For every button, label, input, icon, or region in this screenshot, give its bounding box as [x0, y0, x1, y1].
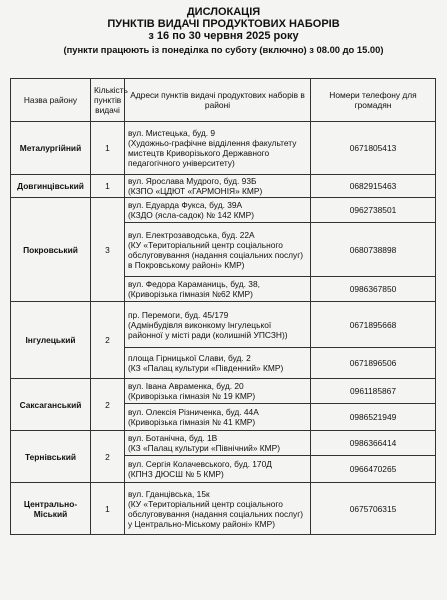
point-address: площа Гірницької Слави, буд. 2 (КЗ «Палац культури «Південний» КМР) [125, 348, 311, 379]
phone-number: 0986521949 [311, 404, 436, 431]
district-name: Центрально-Міський [11, 483, 91, 535]
district-name: Тернівський [11, 431, 91, 483]
point-address: вул. Ботанічна, буд. 1В (КЗ «Палац культури «Північний» КМР) [125, 431, 311, 456]
point-address: вул. Ярослава Мудрого, буд. 93Б (КЗПО «ЦДЮТ «ГАРМОНІЯ» КМР) [125, 175, 311, 198]
phone-number: 0680738898 [311, 223, 436, 277]
phone-number: 0961185867 [311, 379, 436, 404]
phone-number: 0962738501 [311, 198, 436, 223]
phone-number: 0682915463 [311, 175, 436, 198]
point-address: вул. Гданцівська, 15к (КУ «Територіальний центр соціального обслуговування (надання соціальних послуг) у Центрально-Міському районі» КМР) [125, 483, 311, 535]
points-count: 1 [91, 122, 125, 175]
column-header-count: Кількість пунктів видачі [91, 79, 125, 122]
distribution-points-table [10, 78, 436, 535]
district-name: Покровський [11, 198, 91, 302]
district-name: Металургійний [11, 122, 91, 175]
table-header-row [11, 79, 436, 122]
district-name: Інгулецький [11, 302, 91, 379]
point-address: пр. Перемоги, буд. 45/179 (Адмінбудівля виконкому Інгулецької районної у місті ради (колишній УПСЗН)) [125, 302, 311, 348]
phone-number: 0671896506 [311, 348, 436, 379]
column-header-phone: Номери телефону для громадян [311, 79, 436, 122]
phone-number: 0671895668 [311, 302, 436, 348]
table-row [11, 431, 436, 456]
district-name: Довгинцівський [11, 175, 91, 198]
column-header-address: Адреси пунктів видачі продуктових наборів в районі [125, 79, 311, 122]
document-header [10, 6, 437, 56]
document-subtitle: ПУНКТІВ ВИДАЧІ ПРОДУКТОВИХ НАБОРІВ [107, 18, 340, 30]
table-row [11, 175, 436, 198]
points-count: 1 [91, 175, 125, 198]
column-header-district: Назва району [11, 79, 91, 122]
phone-number: 0675706315 [311, 483, 436, 535]
working-hours-note: (пункти працюють із понеділка по суботу (включно) з 08.00 до 15.00) [63, 44, 384, 55]
points-count: 2 [91, 379, 125, 431]
table-row [11, 483, 436, 535]
table-row [11, 302, 436, 348]
points-count: 1 [91, 483, 125, 535]
phone-number: 0966470265 [311, 456, 436, 483]
point-address: вул. Едуарда Фукса, буд. 39А (КЗДО (ясла-садок) № 142 КМР) [125, 198, 311, 223]
point-address: вул. Олексія Різниченка, буд. 44А (Криворізька гімназія № 41 КМР) [125, 404, 311, 431]
points-count: 2 [91, 302, 125, 379]
points-count: 3 [91, 198, 125, 302]
table-row [11, 122, 436, 175]
point-address: вул. Федора Караманиць, буд. 38, (Криворізька гімназія №62 КМР) [125, 277, 311, 302]
table-row [11, 379, 436, 404]
document-title: ДИСЛОКАЦІЯ [186, 6, 261, 18]
point-address: вул. Електрозаводська, буд. 22А (КУ «Територіальний центр соціального обслуговування (надання соціальних послуг) в Покровському районі» КМР) [125, 223, 311, 277]
points-count: 2 [91, 431, 125, 483]
phone-number: 0671805413 [311, 122, 436, 175]
phone-number: 0986366414 [311, 431, 436, 456]
table-body [11, 122, 436, 535]
phone-number: 0986367850 [311, 277, 436, 302]
point-address: вул. Сергія Колачевського, буд. 170Д (КПНЗ ДЮСШ № 5 КМР) [125, 456, 311, 483]
point-address: вул. Мистецька, буд. 9 (Художньо-графічне відділення факультету мистецтв Криворізького Державного педагогічного університету) [125, 122, 311, 175]
point-address: вул. Івана Авраменка, буд. 20 (Криворізька гімназія № 19 КМР) [125, 379, 311, 404]
district-name: Саксаганський [11, 379, 91, 431]
table-row [11, 198, 436, 223]
document-period: з 16 по 30 червня 2025 року [148, 30, 299, 42]
